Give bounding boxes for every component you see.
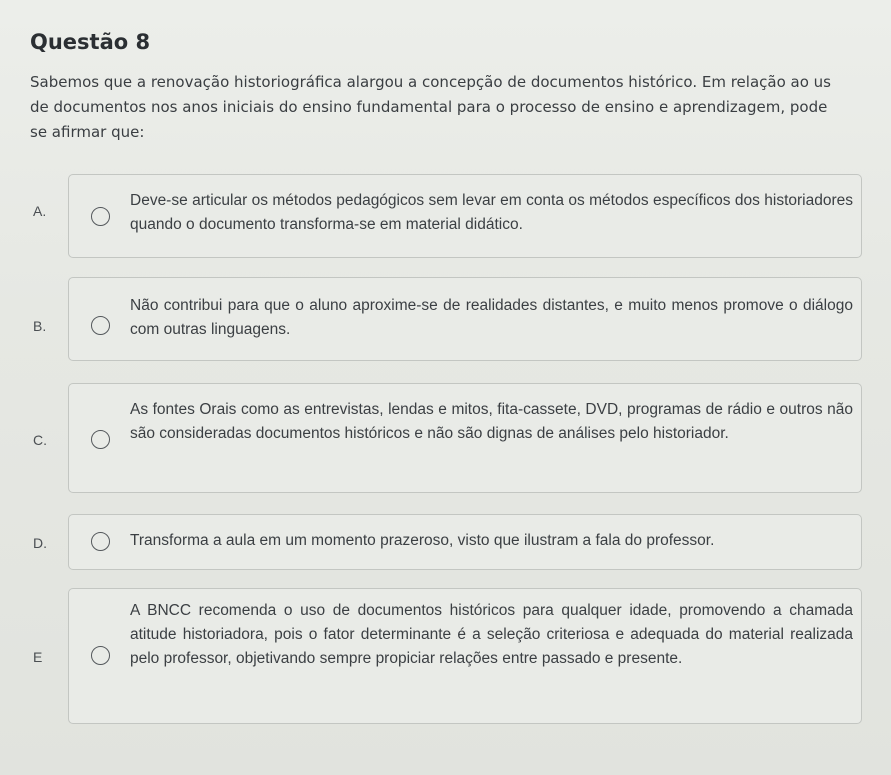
option-d[interactable] bbox=[33, 514, 862, 570]
option-text: A BNCC recomenda o uso de documentos históricos para qualquer idade, promovendo a chamada atitude historiadora, pois o fator determinante é a seleção criteriosa e adequada do material realizada pelo professor, objetivando sempre propiciar relações entre passado e presente. bbox=[130, 602, 853, 667]
statement-line: se afirmar que: bbox=[30, 123, 145, 141]
statement-line: Sabemos que a renovação historiográfica alargou a concepção de documentos histórico. Em relação ao us bbox=[30, 73, 831, 91]
option-e[interactable] bbox=[33, 588, 862, 724]
option-letter: B. bbox=[33, 318, 47, 334]
option-letter: D. bbox=[33, 535, 47, 551]
option-text: As fontes Orais como as entrevistas, lendas e mitos, fita-cassete, DVD, programas de rádio e outros não são consideradas documentos históricos e não são dignas de análises pelo historiador. bbox=[130, 401, 853, 442]
statement-line: de documentos nos anos iniciais do ensino fundamental para o processo de ensino e aprendizagem, pode bbox=[30, 98, 828, 116]
radio-button-b[interactable] bbox=[91, 316, 110, 335]
question-statement bbox=[30, 70, 891, 145]
radio-button-a[interactable] bbox=[91, 207, 110, 226]
option-text: Deve-se articular os métodos pedagógicos sem levar em conta os métodos específicos dos historiadores quando o documento transforma-se em material didático. bbox=[130, 192, 853, 233]
question-title: Questão 8 bbox=[30, 30, 151, 54]
radio-button-c[interactable] bbox=[91, 430, 110, 449]
option-text: Transforma a aula em um momento prazeroso, visto que ilustram a fala do professor. bbox=[130, 532, 715, 549]
option-a[interactable] bbox=[33, 174, 862, 258]
option-letter: C. bbox=[33, 432, 47, 448]
radio-button-e[interactable] bbox=[91, 646, 110, 665]
option-b[interactable] bbox=[33, 277, 862, 361]
option-c[interactable] bbox=[33, 383, 862, 493]
option-text: Não contribui para que o aluno aproxime-se de realidades distantes, e muito menos promove o diálogo com outras linguagens. bbox=[130, 297, 853, 338]
radio-button-d[interactable] bbox=[91, 532, 110, 551]
option-letter: E bbox=[33, 649, 43, 665]
option-letter: A. bbox=[33, 203, 47, 219]
